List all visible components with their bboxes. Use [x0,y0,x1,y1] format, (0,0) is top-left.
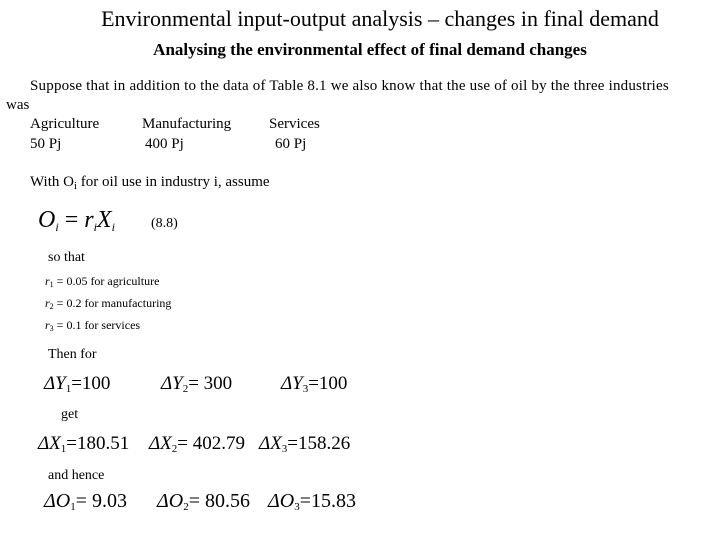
intro-line-1: Suppose that in addition to the data of Table 8.1 we also know that the use of oil by the three industries [30,78,669,94]
delta-x2-sym: ΔX [149,433,172,454]
delta-o1-sub: 1 [70,501,76,513]
delta-x3-sub: 3 [281,443,288,455]
with-text-pre: With O [30,174,74,190]
delta-y2 [161,373,232,395]
eq-lhs: O [38,207,56,233]
with-text-post: for oil use in industry i, assume [77,174,270,190]
eq-r-sub: i [93,220,97,234]
oil-use-manufacturing: 400 Pj [145,136,184,152]
delta-y1-val: =100 [71,373,111,394]
delta-x2-sub: 2 [171,443,178,455]
delta-x3-val: =158.26 [287,433,351,454]
with-oil-text [30,174,270,192]
coefficient-manufacturing [45,296,171,311]
delta-x2-val: = 402.79 [177,433,245,454]
delta-y3-val: =100 [308,373,348,394]
delta-x3-sym: ΔX [259,433,282,454]
then-for-text: Then for [48,347,97,362]
get-text: get [61,407,79,422]
delta-y3 [281,373,347,395]
eq-equals: = [58,207,85,233]
delta-y1-sub: 1 [65,383,72,395]
intro-line-2: was [6,97,30,113]
delta-x1-sub: 1 [60,443,67,455]
delta-o1-val: = 9.03 [75,490,127,512]
delta-o2-sub: 2 [183,501,189,513]
coef-sym: r [45,296,50,310]
delta-o3-val: =15.83 [299,490,356,512]
eq-x-sub: i [111,220,115,234]
coef-text: = 0.05 for agriculture [53,274,160,288]
equation-number: (8.8) [151,216,178,231]
delta-x1 [38,433,129,455]
delta-o3-sub: 3 [294,501,300,513]
delta-o2-val: = 80.56 [188,490,250,512]
coefficient-services [45,318,140,333]
with-text-sub: i [73,180,78,192]
coef-sym: r [45,274,50,288]
industry-agriculture: Agriculture [30,116,100,132]
coef-sym: r [45,318,50,332]
coef-sub: 2 [49,302,54,311]
delta-x3 [259,433,350,455]
delta-o1 [44,490,127,513]
industry-manufacturing: Manufacturing [142,116,232,132]
delta-o1-sym: ΔO [44,490,71,512]
delta-y2-sym: ΔY [161,373,183,394]
delta-x1-val: =180.51 [66,433,130,454]
delta-y3-sub: 3 [302,383,309,395]
coef-sub: 3 [49,324,54,333]
coefficient-agriculture [45,274,159,289]
delta-x2 [149,433,245,455]
so-that-text: so that [48,250,85,265]
equation-8-8 [38,207,115,235]
delta-x1-sym: ΔX [38,433,61,454]
eq-x: X [96,207,112,233]
delta-y1-sym: ΔY [44,373,66,394]
and-hence-text: and hence [48,468,105,483]
eq-r: r [84,207,94,233]
coef-text: = 0.2 for manufacturing [53,296,172,310]
delta-y2-sub: 2 [182,383,189,395]
eq-lhs-sub: i [55,220,59,234]
delta-y2-val: = 300 [188,373,233,394]
delta-o3 [268,490,356,513]
coef-sub: 1 [49,280,54,289]
oil-use-agriculture: 50 Pj [30,136,62,152]
page-subtitle: Analysing the environmental effect of final demand changes [153,40,587,59]
delta-y3-sym: ΔY [281,373,303,394]
delta-o2-sym: ΔO [157,490,184,512]
delta-o2 [157,490,250,513]
industry-services: Services [269,116,320,132]
oil-use-services: 60 Pj [275,136,307,152]
coef-text: = 0.1 for services [53,318,141,332]
page-title: Environmental input-output analysis – changes in final demand [101,6,659,31]
delta-o3-sym: ΔO [268,490,295,512]
delta-y1 [44,373,110,395]
